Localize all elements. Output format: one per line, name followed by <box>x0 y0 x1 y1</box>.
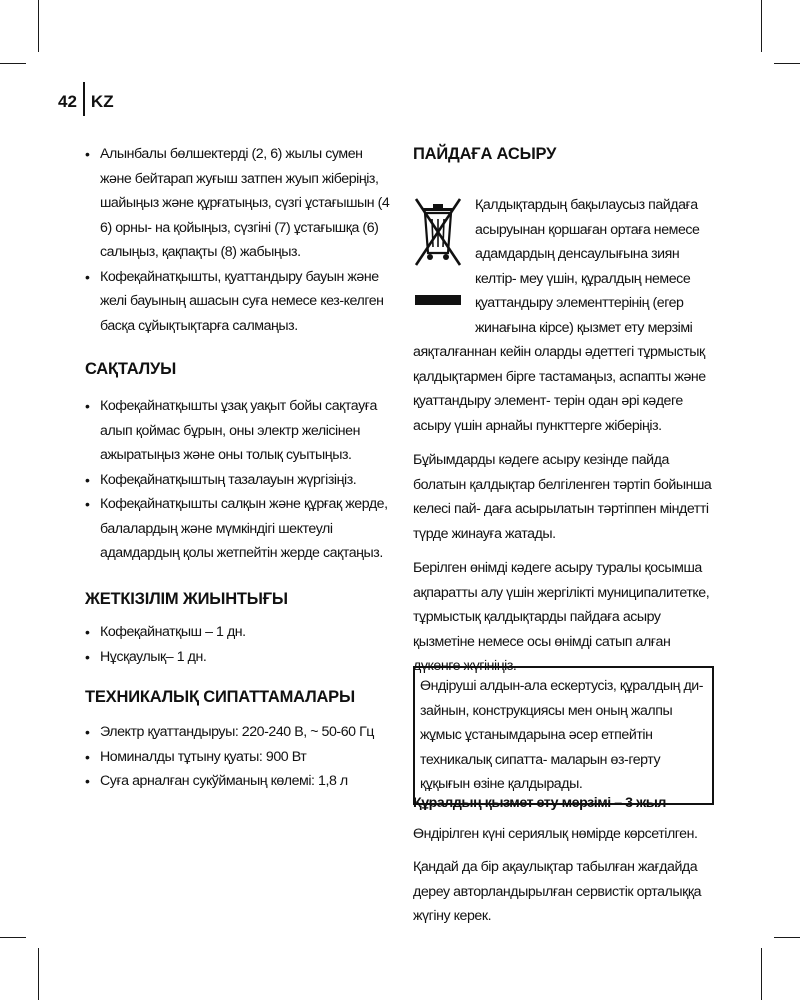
list-item: • Кофеқайнатқышты, қуаттандыру бауын және желі бауының ашасын суға немесе кез-келген басқа сұйықтықтарға салмаңыз. <box>85 265 395 339</box>
disposal-text: Қалдықтардың бақылаусыз пайдаға асыруынан қоршаған ортаға немесе адамдардың денсаулығына зиян келтір- меу үшін, құралдың немесе қуаттандыру элементтерінің (егер жинағына кірсе) қызмет ету мерзімі аяқталғаннан кейін оларды әдеттегі тұрмыстық қалдықтармен бірге тастамаңыз, аспапты және қуаттандыру элемент- терін одан әрі кәдеге асыру үшін арнайы пункттерге жіберіңіз. <box>413 197 706 434</box>
info-paragraph: Берілген өнімді кәдеге асыру туралы қосымша ақпаратты алу үшін жергілікті муниципалитетке, тұрмыстық қалдықтарды пайдаға асыру қызметіне немесе осы өнімді сатып алған дүкенге жүгініңіз. <box>413 560 710 674</box>
list-item: • Номиналды тұтыну қуаты: 900 Вт <box>85 745 395 770</box>
list-item: • Кофеқайнатқышты салқын және құрғақ жерде, балалардың және мүмкіндігі шектеулі адамдардың қолы жетпейтін жерде сақтаңыз. <box>85 492 395 566</box>
package-heading: ЖЕТКІЗІЛІМ ЖИЫНТЫҒЫ <box>85 590 288 608</box>
crop-mark <box>761 948 762 1000</box>
crop-mark <box>0 937 26 938</box>
package-list <box>85 620 395 669</box>
intro-list <box>85 142 395 338</box>
page-number: 42 <box>58 92 77 111</box>
crop-mark <box>774 63 800 64</box>
list-item: • Нұсқаулық– 1 дн. <box>85 645 395 670</box>
disposal-paragraph <box>413 193 718 438</box>
storage-heading: САҚТАЛУЫ <box>85 360 177 378</box>
list-item: • Кофеқайнатқыш – 1 дн. <box>85 620 395 645</box>
manufacturer-notice: Өндіруші алдын-ала ескертусіз, құралдың ди- зайнын, конструкциясы мен оның жалпы жұмыс ұстанымдарына әсер етпейтін техникалық сипатта- маларын өз-герту құқығын өзіне қалдырады. <box>420 678 704 792</box>
manufacture-date-text: Өндірілген күні сериялық нөмірде көрсетілген. <box>413 826 698 842</box>
service-life-title: Құралдың қызмет ету мерзімі – 3 жыл <box>413 795 666 811</box>
language-code: KZ <box>90 92 114 111</box>
list-item: • Алынбалы бөлшектерді (2, 6) жылы сумен және бейтарап жуғыш затпен жуып жіберіңіз, шайыңыз және құрғатыңыз, сүзгі ұстағышын (4 6) орны- на қойыңыз, сүзгіні (7) ұстағышқа (6) салыңыз, қақпақты (8) жабыңыз. <box>85 142 395 265</box>
list-item: • Кофеқайнатқышты ұзақ уақыт бойы сақтауға алып қоймас бұрын, оны электр желісінен ажыратыңыз және оны толық суытыңыз. <box>85 394 395 468</box>
list-item: • Электр қуаттандыруы: 220-240 В, ~ 50-60 Гц <box>85 720 395 745</box>
list-item: • Кофеқайнатқыштың тазалауын жүргізіңіз. <box>85 468 395 493</box>
waste-paragraph: Бұйымдарды кәдеге асыру кезінде пайда болатын қалдықтар белгіленген тәртіп бойынша келесі пай- даға асырылатын тәртіппен міндетті түрде жинауға жатады. <box>413 452 712 542</box>
manufacturer-notice-box <box>413 666 714 805</box>
page-header <box>58 88 114 116</box>
list-item: • Суға арналған сукўйманың көлемі: 1,8 л <box>85 769 395 794</box>
storage-list <box>85 394 395 566</box>
service-center-text: Қандай да бір ақаулықтар табылған жағдайда дереу авторландырылған сервистік орталыққа жүгіну керек. <box>413 859 702 924</box>
specs-list <box>85 720 395 794</box>
crop-mark <box>38 0 39 52</box>
crop-mark <box>38 948 39 1000</box>
crop-mark <box>774 937 800 938</box>
specs-heading: ТЕХНИКАЛЫҚ СИПАТТАМАЛАРЫ <box>85 688 355 706</box>
crop-mark <box>761 0 762 52</box>
crop-mark <box>0 63 26 64</box>
disposal-heading: ПАЙДАҒА АСЫРУ <box>413 145 557 163</box>
